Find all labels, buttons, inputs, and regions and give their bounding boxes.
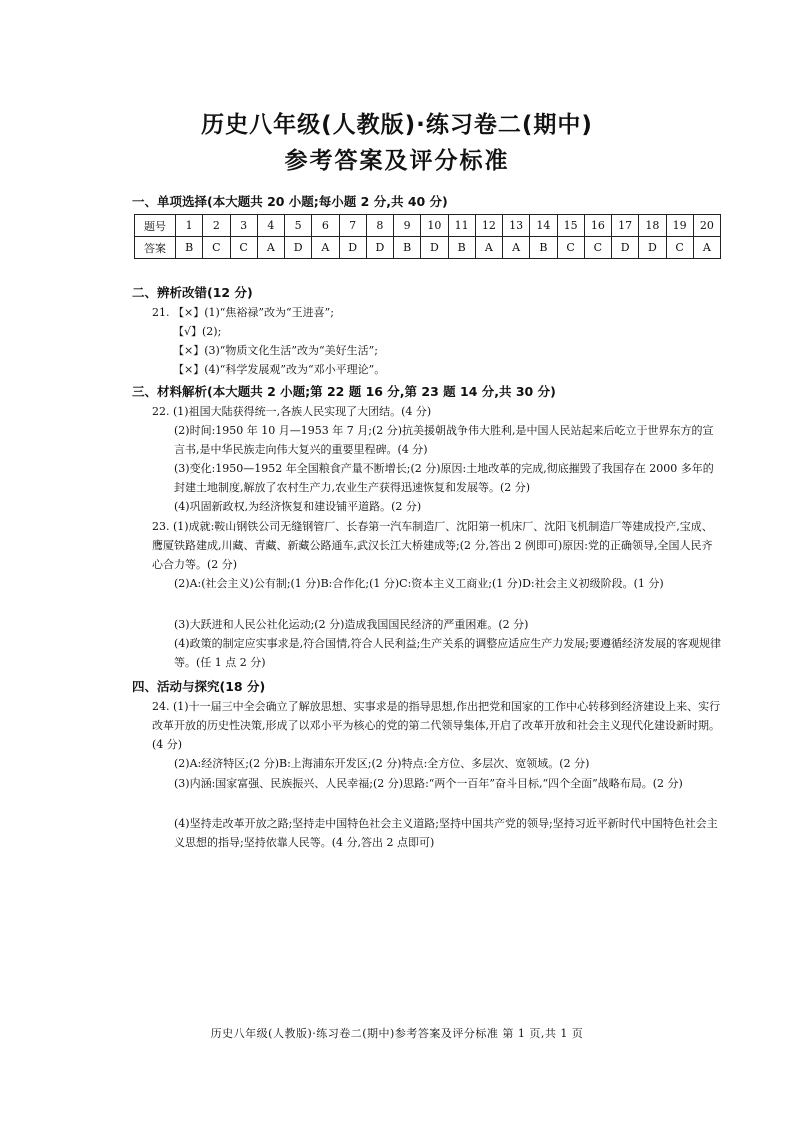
question-number-cell: 13 <box>503 215 530 237</box>
q23-part-1: 23. (1)成就:鞍山钢铁公司无缝钢管厂、长春第一汽车制造厂、沈阳第一机床厂、沈阳飞机制造厂等建成投产,宝成、鹰厦铁路建成,川藏、青藏、新藏公路通车,武汉长江大桥建成等;(2 分,答出 2 例即可)原因:党的正确领导,全国人民齐心合力等。(2 分) <box>152 520 713 571</box>
q22-part-2: (2)时间:1950 年 10 月—1953 年 7 月;(2 分)抗美援朝战争伟大胜利,是中国人民站起来后屹立于世界东方的宣言书,是中华民族走向伟大复兴的重要里程碑。(4 分) <box>174 424 714 456</box>
answer-cell: C <box>584 237 611 259</box>
question-number-cell: 11 <box>448 215 475 237</box>
answer-cell: A <box>312 237 339 259</box>
page-footer: 历史八年级(人教版)·练习卷二(期中)参考答案及评分标准 第 1 页,共 1 页 <box>210 1027 584 1040</box>
q22-part-3: (3)变化:1950—1952 年全国粮食产量不断增长;(2 分)原因:土地改革的完成,彻底摧毁了我国存在 2000 多年的封建土地制度,解放了农村生产力,农业生产获得迅速恢复和发展等。(2 分) <box>174 462 714 494</box>
row-label-answer: 答案 <box>135 237 176 259</box>
answer-cell: B <box>448 237 475 259</box>
section3-heading: 三、材料解析(本大题共 2 小题;第 22 题 16 分,第 23 题 14 分,共 30 分) <box>132 384 556 399</box>
answer-cell: D <box>421 237 448 259</box>
question-number-cell: 17 <box>612 215 639 237</box>
answer-cell: B <box>176 237 203 259</box>
answer-cell: D <box>612 237 639 259</box>
question-number-cell: 4 <box>257 215 284 237</box>
answer-cell: D <box>285 237 312 259</box>
question-number-cell: 15 <box>557 215 584 237</box>
answer-cell: B <box>394 237 421 259</box>
answer-cell: A <box>257 237 284 259</box>
section1-heading: 一、单项选择(本大题共 20 小题;每小题 2 分,共 40 分) <box>132 194 448 209</box>
question-number-cell: 10 <box>421 215 448 237</box>
answer-cell: D <box>339 237 366 259</box>
answer-cell: D <box>639 237 666 259</box>
question-number-cell: 20 <box>693 215 720 237</box>
question-number-cell: 14 <box>530 215 557 237</box>
question-number-cell: 16 <box>584 215 611 237</box>
q22-part-4: (4)巩固新政权,为经济恢复和建设铺平道路。(2 分) <box>174 500 422 513</box>
answer-cell: C <box>203 237 230 259</box>
answer-cell: C <box>557 237 584 259</box>
question-number-cell: 6 <box>312 215 339 237</box>
question-number-cell: 5 <box>285 215 312 237</box>
question-number-cell: 19 <box>666 215 693 237</box>
answer-cell: A <box>475 237 502 259</box>
question-number-cell: 2 <box>203 215 230 237</box>
q24-part-4: (4)坚持走改革开放之路;坚持走中国特色社会主义道路;坚持中国共产党的领导;坚持习近平新时代中国特色社会主义思想的指导;坚持依靠人民等。(4 分,答出 2 点即可) <box>174 817 718 849</box>
q23-part-2: (2)A:(社会主义)公有制;(1 分)B:合作化;(1 分)C:资本主义工商业;(1 分)D:社会主义初级阶段。(1 分) <box>174 577 664 590</box>
q24-part-1: 24. (1)十一届三中全会确立了解放思想、实事求是的指导思想,作出把党和国家的工作中心转移到经济建设上来、实行改革开放的历史性决策,形成了以邓小平为核心的党的第二代领导集体,开启了改革开放和社会主义现代化建设新时期。(4 分) <box>152 700 721 751</box>
q21-line-3: 【×】(3)“物质文化生活”改为“美好生活”; <box>173 344 378 357</box>
q23-part-3: (3)大跃进和人民公社化运动;(2 分)造成我国国民经济的严重困难。(2 分) <box>174 618 529 631</box>
section4-heading: 四、活动与探究(18 分) <box>132 679 266 694</box>
answer-cell: A <box>693 237 720 259</box>
question-number-cell: 8 <box>366 215 393 237</box>
table-row <box>135 237 721 259</box>
q22-part-1: 22. (1)祖国大陆获得统一,各族人民实现了大团结。(4 分) <box>152 405 432 418</box>
answer-cell: B <box>530 237 557 259</box>
question-number-cell: 18 <box>639 215 666 237</box>
row-label-number: 题号 <box>135 215 176 237</box>
answer-cell: C <box>666 237 693 259</box>
answer-cell: D <box>366 237 393 259</box>
question-number-cell: 1 <box>176 215 203 237</box>
q24-part-2: (2)A:经济特区;(2 分)B:上海浦东开发区;(2 分)特点:全方位、多层次、宽领域。(2 分) <box>174 757 590 770</box>
question-number-cell: 12 <box>475 215 502 237</box>
q21-line-2: 【√】(2); <box>173 325 222 338</box>
answer-cell: A <box>503 237 530 259</box>
question-number-cell: 7 <box>339 215 366 237</box>
answer-cell: C <box>230 237 257 259</box>
q21-line-1: 21. 【×】(1)“焦裕禄”改为“王进喜”; <box>152 306 334 319</box>
q21-line-4: 【×】(4)“科学发展观”改为“邓小平理论”。 <box>173 363 386 376</box>
page-title: 历史八年级(人教版)·练习卷二(期中) <box>201 112 593 138</box>
question-number-cell: 3 <box>230 215 257 237</box>
page-subtitle: 参考答案及评分标准 <box>284 148 510 174</box>
q23-part-4: (4)政策的制定应实事求是,符合国情,符合人民利益;生产关系的调整应适应生产力发展;要遵循经济发展的客观规律等。(任 1 点 2 分) <box>174 637 721 669</box>
table-row <box>135 215 721 237</box>
answer-table <box>134 214 721 259</box>
question-number-cell: 9 <box>394 215 421 237</box>
section2-heading: 二、辨析改错(12 分) <box>132 285 253 300</box>
q24-part-3: (3)内涵:国家富强、民族振兴、人民幸福;(2 分)思路:“两个一百年”奋斗目标,“四个全面”战略布局。(2 分) <box>174 777 683 790</box>
